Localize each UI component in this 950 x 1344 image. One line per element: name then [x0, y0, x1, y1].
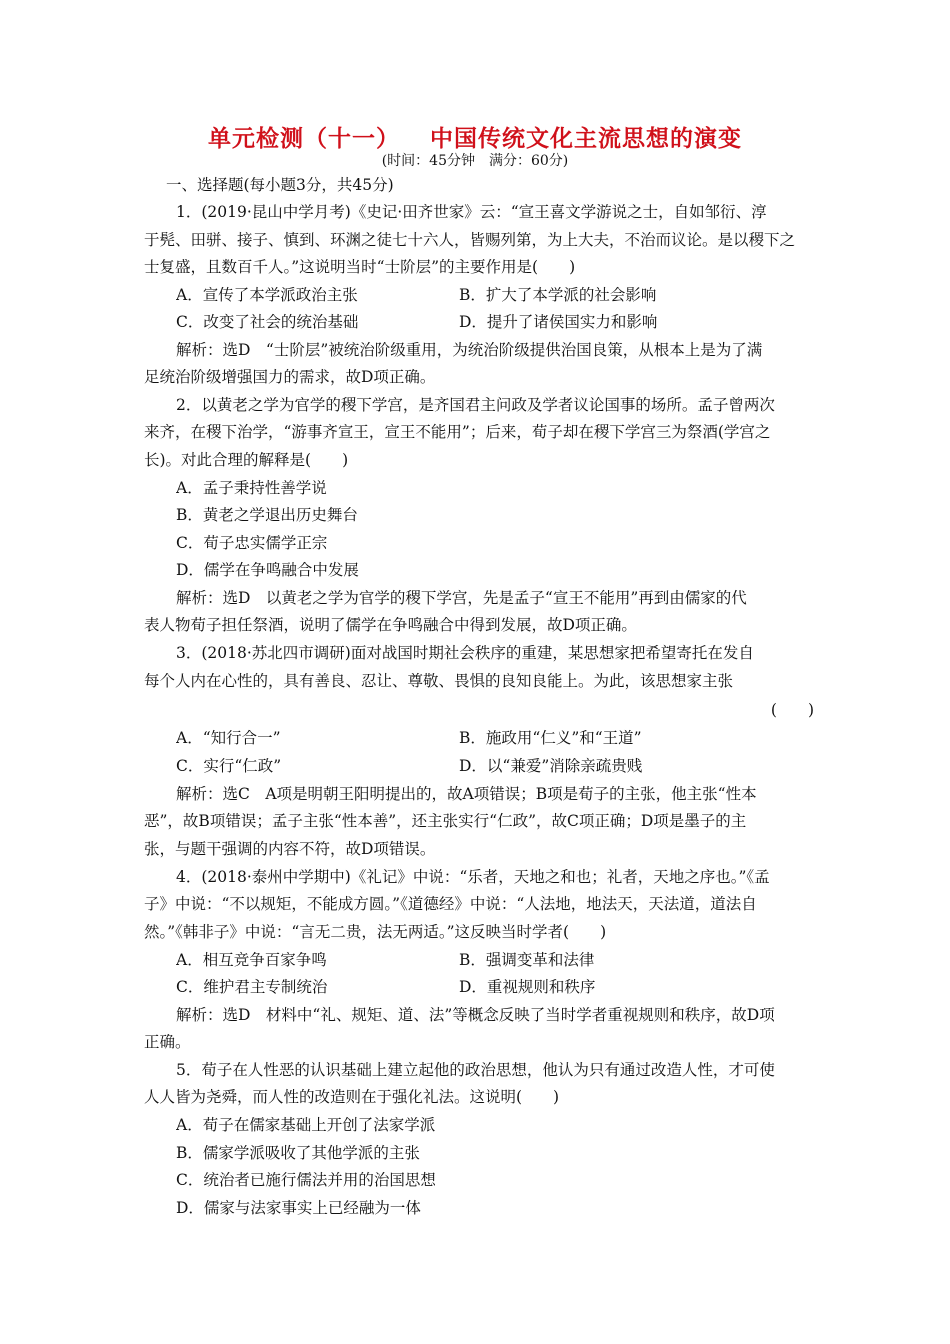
question-1-analysis: 解析：选D “士阶层”被统治阶级重用，为统治阶级提供治国良策，从根本上是为了满 — [176, 341, 763, 359]
question-3-text: ( ) — [770, 701, 814, 719]
question-4-option-c: C．维护君主专制统治 — [176, 978, 328, 996]
title-right: 中国传统文化主流思想的演变 — [430, 126, 742, 152]
question-5-option-c: C．统治者已施行儒法并用的治国思想 — [176, 1171, 436, 1189]
question-4-analysis: 解析：选D 材料中“礼、规矩、道、法”等概念反映了当时学者重视规则和秩序，故D项 — [176, 1006, 775, 1024]
page-title — [0, 120, 950, 153]
question-5-option-a: A．荀子在儒家基础上开创了法家学派 — [176, 1116, 436, 1134]
question-2-option-b: B．黄老之学退出历史舞台 — [176, 506, 358, 524]
question-2-text: 来齐，在稷下治学，“游事齐宣王，宣王不能用”；后来，荀子却在稷下学宫三为祭酒(学宫之 — [144, 423, 771, 441]
question-3-analysis: 解析：选C A项是明朝王阳明提出的，故A项错误；B项是荀子的主张，他主张“性本 — [176, 785, 757, 803]
question-3-text: 每个人内在心性的，具有善良、忍让、尊敬、畏惧的良知良能上。为此，该思想家主张 — [144, 672, 734, 690]
question-3-option-c: C．实行“仁政” — [176, 757, 282, 775]
question-5-option-b: B．儒家学派吸收了其他学派的主张 — [176, 1144, 420, 1162]
question-3-analysis: 张，与题干强调的内容不符，故D项错误。 — [144, 840, 436, 858]
question-4-option-b: B．强调变革和法律 — [459, 951, 595, 969]
question-2-text: 长)。对此合理的解释是( ) — [144, 451, 349, 469]
question-1-option-c: C．改变了社会的统治基础 — [176, 313, 359, 331]
question-1-option-a: A．宣传了本学派政治主张 — [176, 286, 358, 304]
question-5-text: 人人皆为尧舜，而人性的改造则在于强化礼法。这说明( ) — [144, 1088, 560, 1106]
question-2-analysis: 表人物荀子担任祭酒，说明了儒学在争鸣融合中得到发展，故D项正确。 — [144, 616, 637, 634]
page-subtitle: (时间：45分钟 满分：60分) — [381, 153, 569, 169]
question-4-text: 然。”《韩非子》中说：“言无二贵，法无两适。”这反映当时学者( ) — [144, 923, 607, 941]
question-5-text: 5．荀子在人性恶的认识基础上建立起他的政治思想，他认为只有通过改造人性，才可使 — [176, 1061, 775, 1079]
question-1-text: 士复盛，且数百千人。”这说明当时“士阶层”的主要作用是( ) — [144, 258, 576, 276]
question-3-analysis: 恶”，故B项错误；孟子主张“性本善”，还主张实行“仁政”，故C项正确；D项是墨子的主 — [144, 812, 747, 830]
section-heading: 一、选择题(每小题3分，共45分) — [166, 176, 394, 194]
question-1-text: 于髡、田骈、接子、慎到、环渊之徒七十六人，皆赐列第，为上大夫，不治而议论。是以稷下之 — [144, 231, 796, 249]
question-3-option-a: A．“知行合一” — [176, 729, 281, 747]
question-5-option-d: D．儒家与法家事实上已经融为一体 — [176, 1199, 421, 1217]
question-1-analysis: 足统治阶级增强国力的需求，故D项正确。 — [144, 368, 436, 386]
question-4-text: 4．(2018·泰州中学期中)《礼记》中说：“乐者，天地之和也；礼者，天地之序也。”《孟 — [176, 868, 770, 886]
question-2-text: 2．以黄老之学为官学的稷下学宫，是齐国君主问政及学者议论国事的场所。孟子曾两次 — [176, 396, 775, 414]
question-4-text: 子》中说：“不以规矩，不能成方圆。”《道德经》中说：“人法地，地法天，天法道，道法自 — [144, 895, 757, 913]
question-4-option-d: D．重视规则和秩序 — [459, 978, 596, 996]
question-4-analysis: 正确。 — [144, 1033, 191, 1051]
question-1-text: 1．(2019·昆山中学月考)《史记·田齐世家》云：“宣王喜文学游说之士，自如邹衍、淳 — [176, 203, 767, 221]
question-2-option-c: C．荀子忠实儒学正宗 — [176, 534, 328, 552]
title-left: 单元检测（十一） — [208, 126, 400, 152]
question-2-option-d: D．儒学在争鸣融合中发展 — [176, 561, 359, 579]
question-2-option-a: A．孟子秉持性善学说 — [176, 479, 327, 497]
question-3-option-d: D．以“兼爱”消除亲疏贵贱 — [459, 757, 643, 775]
question-3-option-b: B．施政用“仁义”和“王道” — [459, 729, 642, 747]
question-3-text: 3．(2018·苏北四市调研)面对战国时期社会秩序的重建，某思想家把希望寄托在发自 — [176, 644, 754, 662]
question-1-option-d: D．提升了诸侯国实力和影响 — [459, 313, 658, 331]
question-4-option-a: A．相互竞争百家争鸣 — [176, 951, 327, 969]
question-2-analysis: 解析：选D 以黄老之学为官学的稷下学宫，先是孟子“宣王不能用”再到由儒家的代 — [176, 589, 747, 607]
question-1-option-b: B．扩大了本学派的社会影响 — [459, 286, 657, 304]
